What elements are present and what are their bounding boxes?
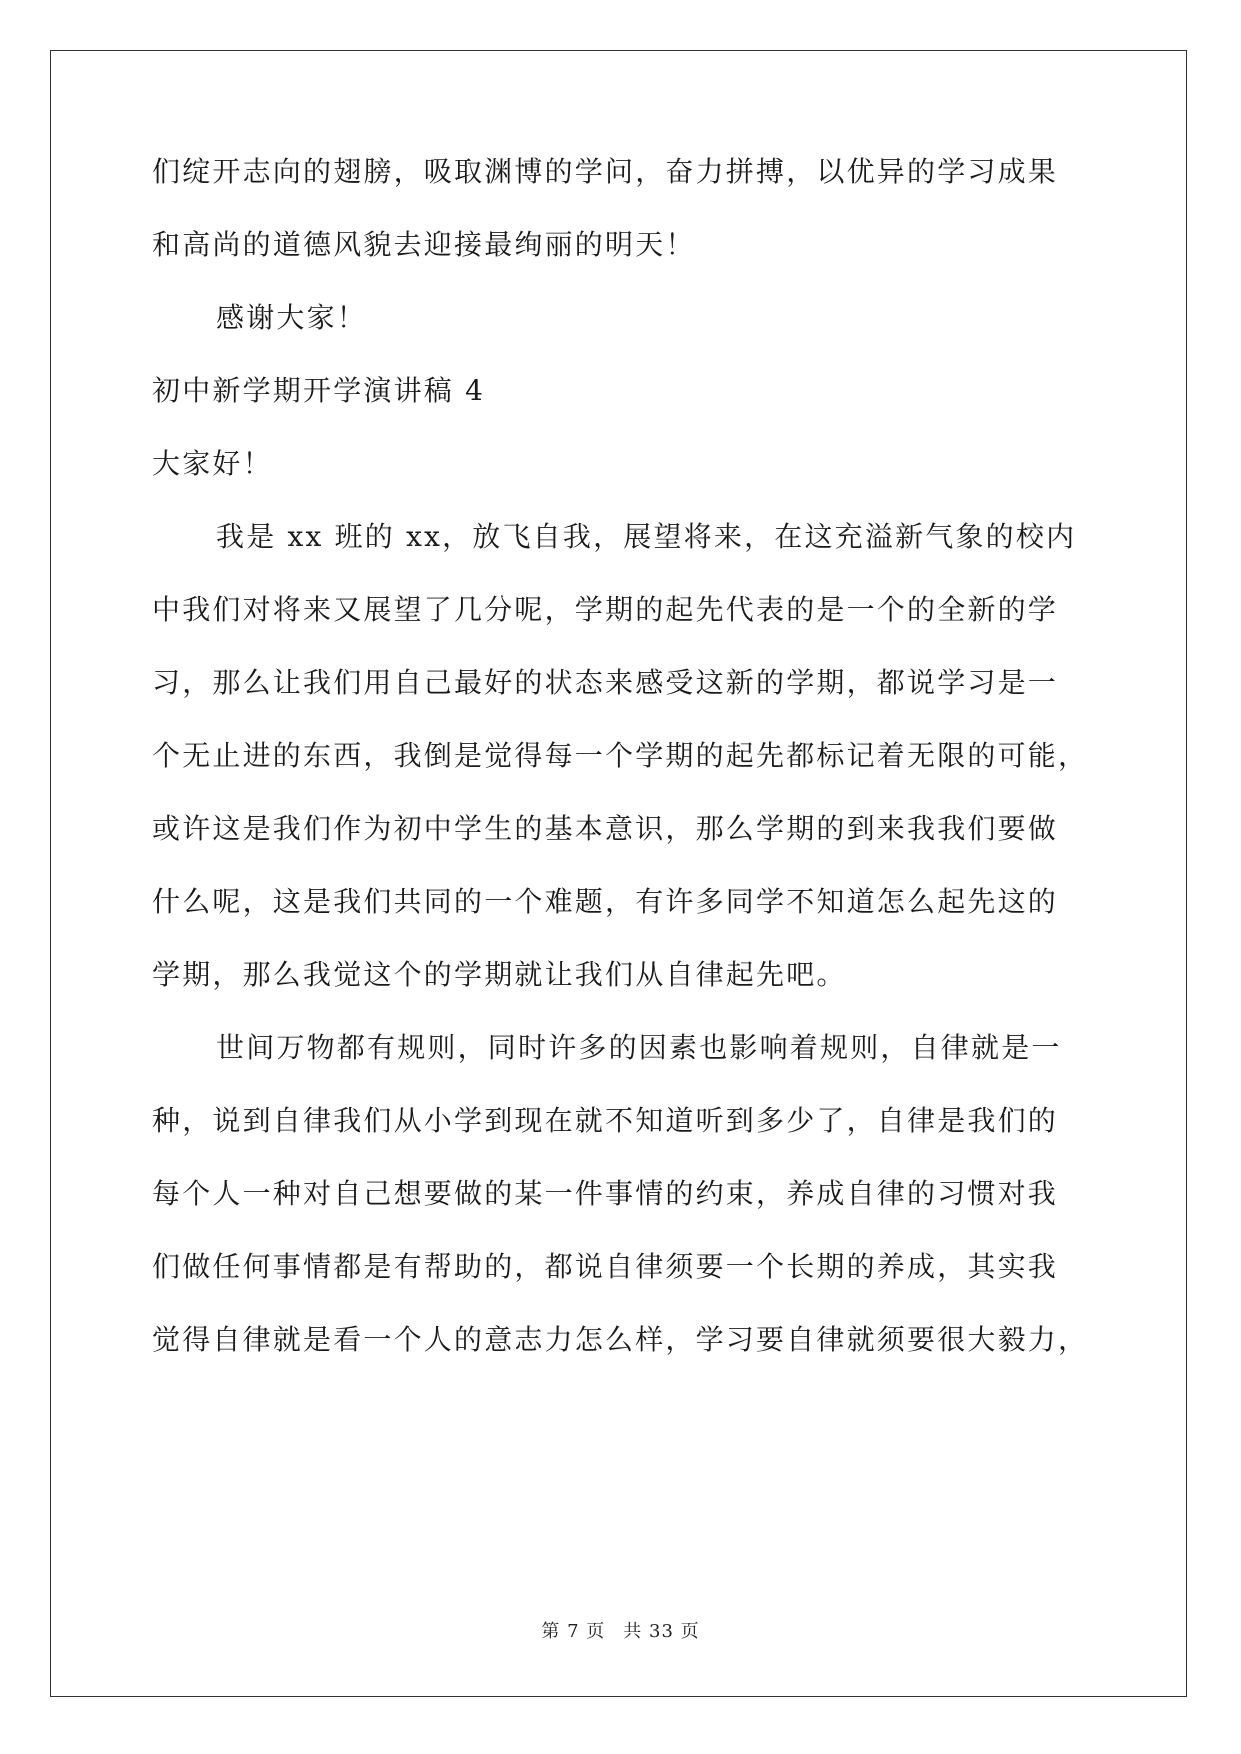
text-line: 每个人一种对自己想要做的某一件事情的约束，养成自律的习惯对我 — [152, 1177, 1059, 1210]
greeting-line: 大家好！ — [152, 447, 273, 480]
page-footer — [0, 1620, 1241, 1644]
text-line: 们做任何事情都是有帮助的，都说自律须要一个长期的养成，其实我 — [152, 1250, 1059, 1283]
closing-line: 感谢大家！ — [216, 301, 368, 334]
page-number: 第 7 页 — [541, 1621, 606, 1642]
text-line: 中我们对将来又展望了几分呢，学期的起先代表的是一个的全新的学 — [152, 593, 1059, 626]
text-line: 觉得自律就是看一个人的意志力怎么样，学习要自律就须要很大毅力， — [152, 1323, 1089, 1356]
text-line: 什么呢，这是我们共同的一个难题，有许多同学不知道怎么起先这的 — [152, 885, 1059, 918]
text-line: 们绽开志向的翅膀，吸取渊博的学问，奋力拼搏，以优异的学习成果 — [152, 155, 1059, 188]
text-line: 世间万物都有规则，同时许多的因素也影响着规则，自律就是一 — [216, 1031, 1062, 1064]
section-title: 初中新学期开学演讲稿 4 — [152, 374, 486, 407]
text-line: 种，说到自律我们从小学到现在就不知道听到多少了，自律是我们的 — [152, 1104, 1059, 1137]
text-line: 学期，那么我觉这个的学期就让我们从自律起先吧。 — [152, 958, 847, 991]
page-total: 共 33 页 — [623, 1621, 700, 1642]
text-line: 个无止进的东西，我倒是觉得每一个学期的起先都标记着无限的可能， — [152, 739, 1089, 772]
text-line: 我是 xx 班的 xx，放飞自我，展望将来，在这充溢新气象的校内 — [216, 520, 1077, 553]
text-line: 习，那么让我们用自己最好的状态来感受这新的学期，都说学习是一 — [152, 666, 1059, 699]
text-line: 或许这是我们作为初中学生的基本意识，那么学期的到来我我们要做 — [152, 812, 1059, 845]
text-line: 和高尚的道德风貌去迎接最绚丽的明天！ — [152, 228, 696, 261]
